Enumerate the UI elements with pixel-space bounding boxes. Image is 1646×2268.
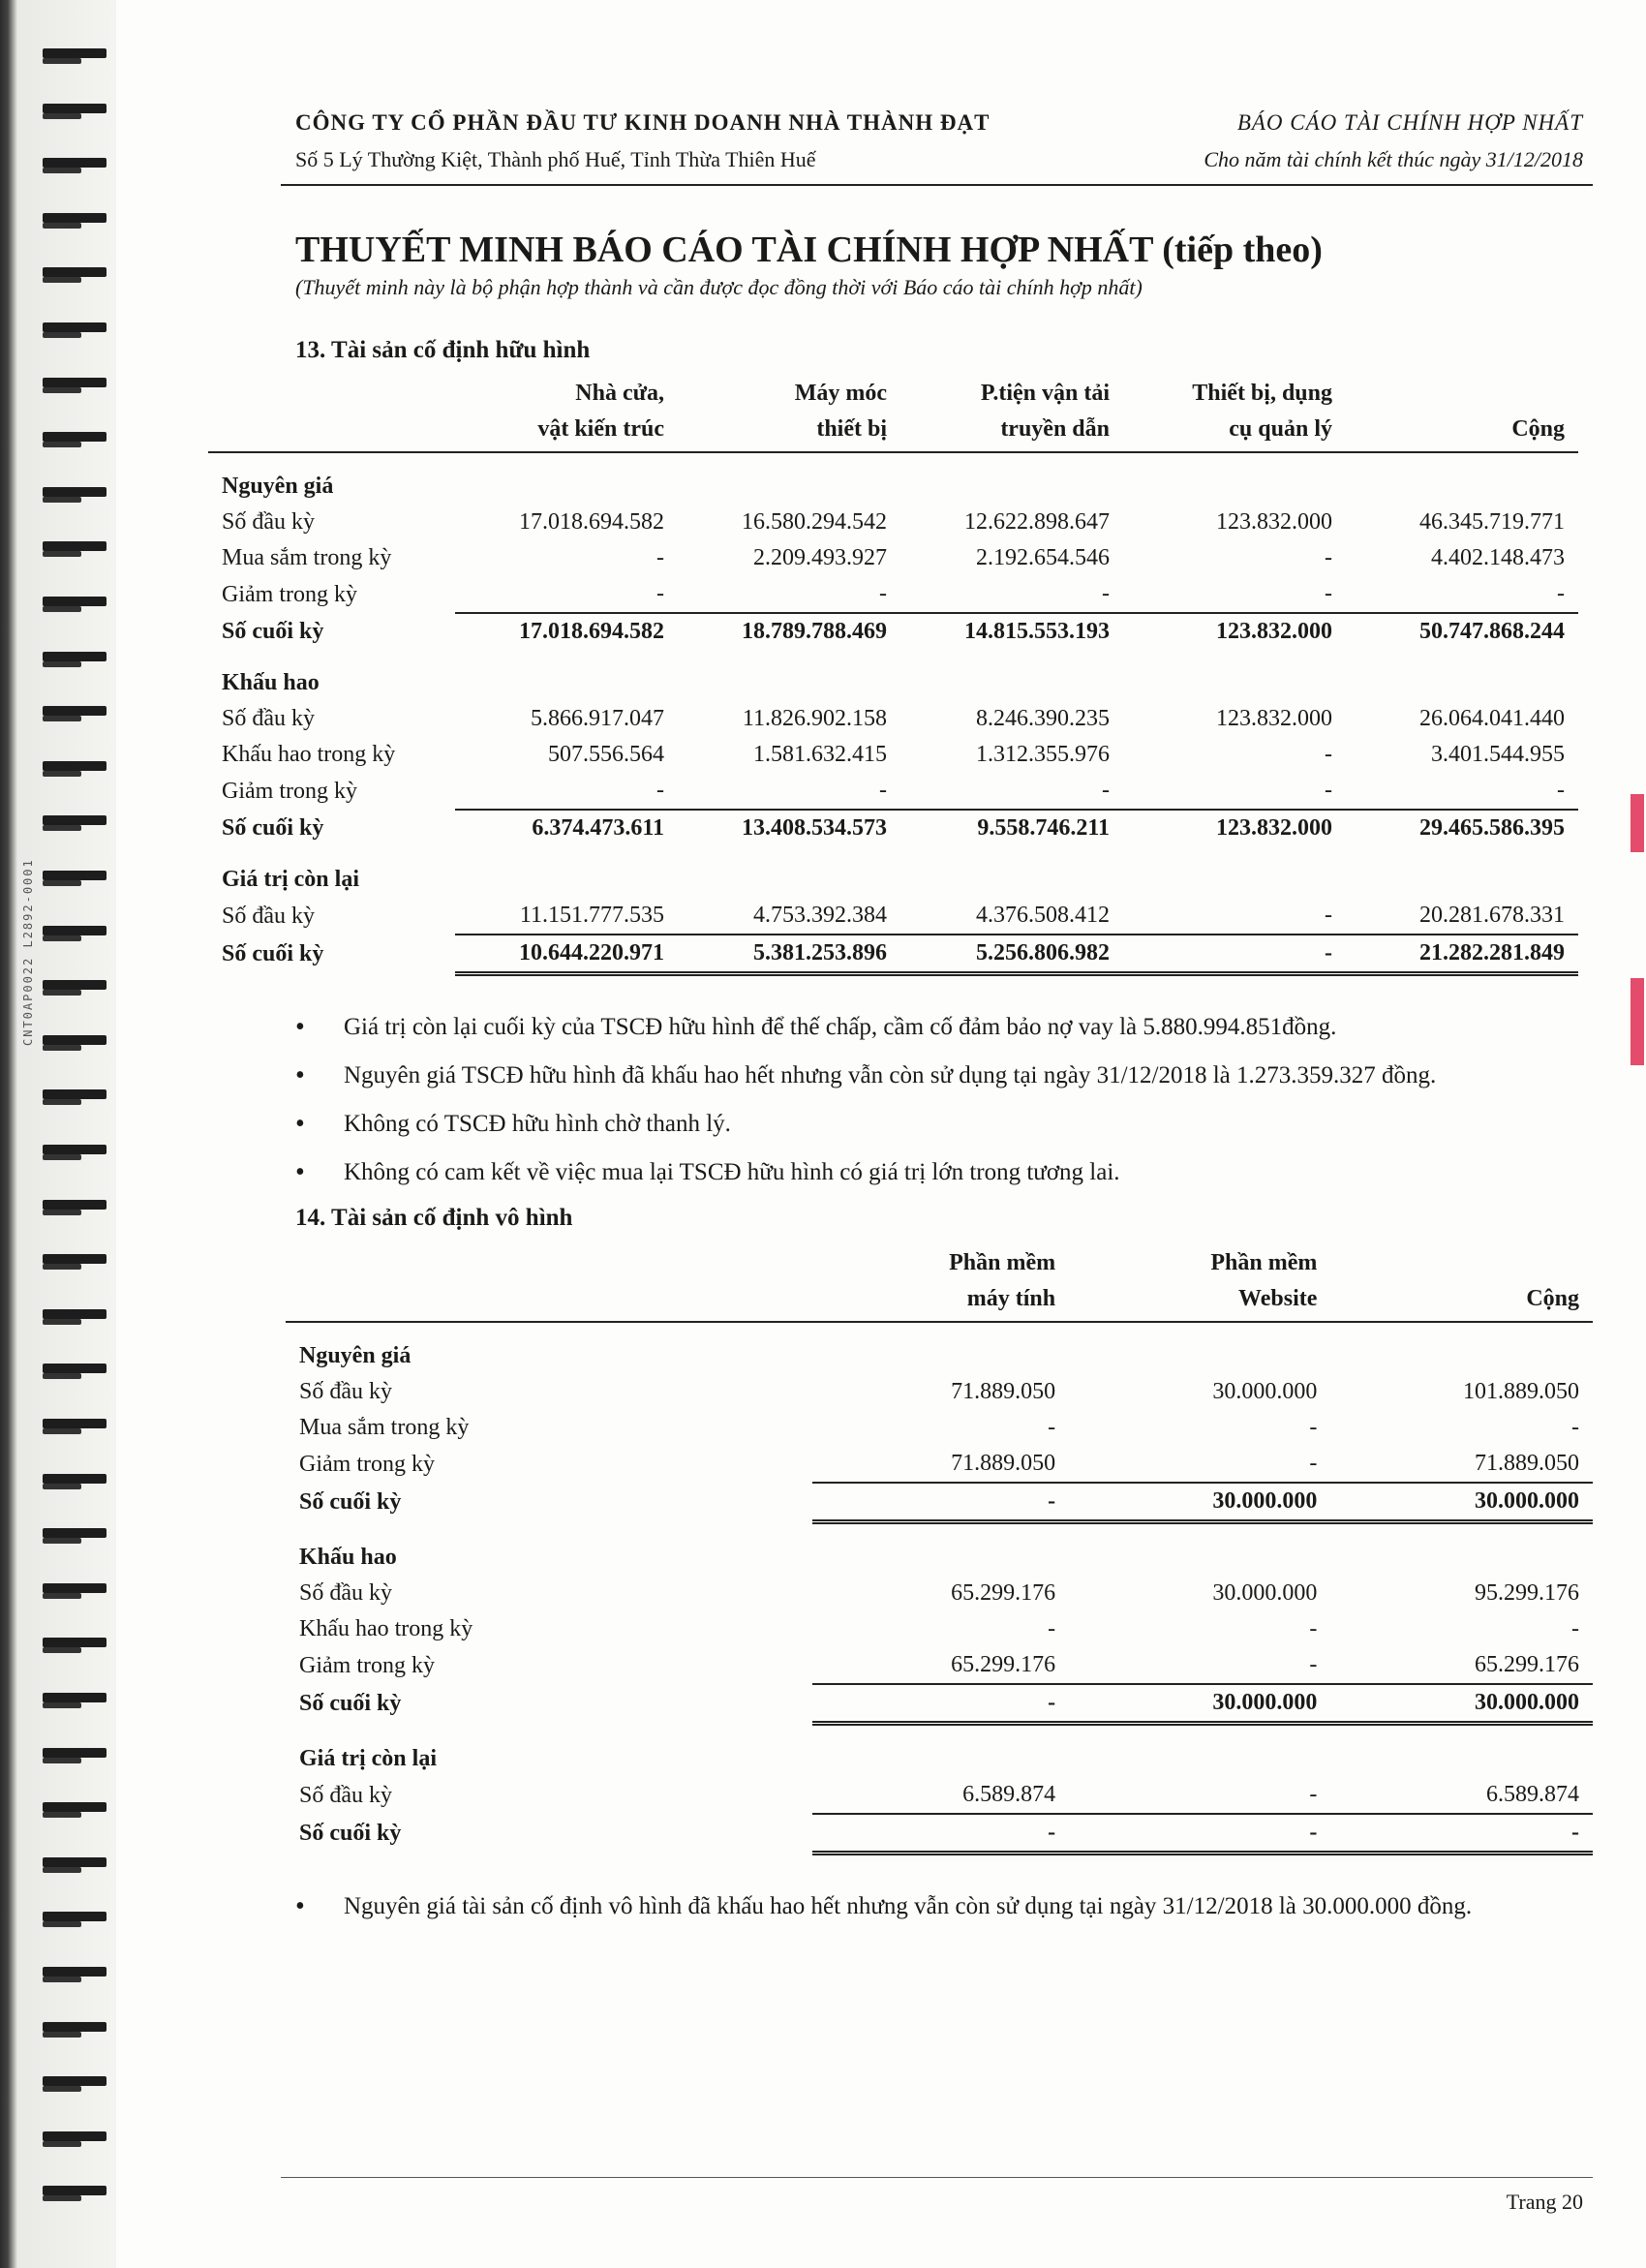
cell-value: - xyxy=(1309,1652,1318,1677)
cell-value: - xyxy=(1069,1814,1330,1854)
section-13-heading: 13. Tài sản cố định hữu hình xyxy=(295,337,591,363)
cell-value: 50.747.868.244 xyxy=(1346,613,1578,650)
binding-ring xyxy=(43,706,107,716)
cell-value: 5.256.806.982 xyxy=(900,935,1123,974)
table-row xyxy=(286,1647,1593,1684)
cell-value: 71.889.050 xyxy=(951,1379,1056,1404)
col-header: P.tiện vận tải xyxy=(980,381,1110,406)
cell-value: 30.000.000 xyxy=(1212,1379,1318,1404)
cell-value: 1.581.632.415 xyxy=(753,742,887,767)
binding-ring xyxy=(43,597,107,606)
binding-ring xyxy=(43,2076,107,2086)
row-label: Số cuối kỳ xyxy=(299,1488,402,1515)
cell-value: - xyxy=(812,1814,1069,1854)
cell-value: - xyxy=(1571,1415,1579,1440)
cell-value: 71.889.050 xyxy=(1475,1451,1579,1476)
cell-value: 65.299.176 xyxy=(951,1652,1056,1677)
page-subtitle: (Thuyết minh này là bộ phận hợp thành và cần được đọc đồng thời với Báo cáo tài chính hợp nhất) xyxy=(295,275,1143,299)
col-header: Máy móc xyxy=(794,381,887,406)
col-header: Phần mềm xyxy=(949,1250,1056,1275)
col-header: Website xyxy=(1069,1281,1330,1322)
page-title: THUYẾT MINH BÁO CÁO TÀI CHÍNH HỢP NHẤT (tiếp theo) xyxy=(295,230,1323,270)
cell-value: 6.589.874 xyxy=(1486,1782,1579,1807)
col-header xyxy=(1330,1245,1593,1281)
cell-value: - xyxy=(1309,1415,1318,1440)
cell-value: 3.401.544.955 xyxy=(1431,742,1565,767)
note-item: • Giá trị còn lại cuối kỳ của TSCĐ hữu hình để thế chấp, cầm cố đảm bảo nợ vay là 5.880.994.851đồng. xyxy=(295,1011,1593,1044)
cell-value: 17.018.694.582 xyxy=(519,509,664,535)
intangible-assets-body xyxy=(286,1322,1593,1854)
table-row xyxy=(286,1410,1593,1446)
note-item: • Không có cam kết về việc mua lại TSCĐ hữu hình có giá trị lớn trong tương lai. xyxy=(295,1156,1593,1189)
binding-ring xyxy=(43,267,107,277)
binding-ring xyxy=(43,652,107,661)
cell-value: 4.376.508.412 xyxy=(976,903,1110,928)
cell-value: 21.282.281.849 xyxy=(1346,935,1578,974)
cell-value: 4.753.392.384 xyxy=(753,903,887,928)
binding-ring xyxy=(43,213,107,223)
cell-value: 20.281.678.331 xyxy=(1419,903,1565,928)
cell-value: 9.558.746.211 xyxy=(900,810,1123,846)
binding-ring xyxy=(43,1528,107,1538)
binding-ring xyxy=(43,104,107,113)
note-item: • Nguyên giá tài sản cố định vô hình đã khấu hao hết nhưng vẫn còn sử dụng tại ngày 31/12/2018 là 30.000.000 đồng. xyxy=(295,1890,1593,1923)
cell-value: 2.209.493.927 xyxy=(753,545,887,570)
cell-value: 95.299.176 xyxy=(1475,1580,1579,1606)
binding-ring xyxy=(43,2186,107,2195)
section-14-notes xyxy=(281,1890,1593,1923)
group-title: Nguyên giá xyxy=(222,474,334,499)
row-label: Số đầu kỳ xyxy=(299,1580,392,1606)
group-title-row xyxy=(286,1522,1593,1577)
col-header: Phần mềm xyxy=(1210,1250,1318,1275)
cell-value: 30.000.000 xyxy=(1330,1483,1593,1522)
cell-value: 11.826.902.158 xyxy=(742,706,887,731)
cell-value: 6.374.473.611 xyxy=(455,810,678,846)
cell-value: 30.000.000 xyxy=(1212,1580,1318,1606)
row-label: Số đầu kỳ xyxy=(299,1782,392,1808)
cell-value: 11.151.777.535 xyxy=(519,903,664,928)
cell-value: 1.312.355.976 xyxy=(976,742,1110,767)
cell-value: - xyxy=(1123,935,1346,974)
table-row xyxy=(286,1684,1593,1724)
group-title: Khấu hao xyxy=(299,1545,397,1570)
cell-value: 5.866.917.047 xyxy=(531,706,664,731)
binding-ring xyxy=(43,2022,107,2032)
report-period: Cho năm tài chính kết thúc ngày 31/12/2018 xyxy=(1204,147,1583,171)
col-header: truyền dẫn xyxy=(900,412,1123,452)
group-title: Nguyên giá xyxy=(299,1343,412,1368)
header-spacer xyxy=(286,1281,812,1322)
table-row xyxy=(286,1777,1593,1814)
cell-value: 30.000.000 xyxy=(1330,1684,1593,1724)
row-label: Số cuối kỳ xyxy=(299,1820,402,1846)
cell-value: - xyxy=(1309,1616,1318,1641)
table-row xyxy=(286,1483,1593,1522)
cell-value: - xyxy=(1309,1451,1318,1476)
col-header: Thiết bị, dụng xyxy=(1192,381,1332,406)
row-label: Giảm trong kỳ xyxy=(222,778,357,804)
cell-value: - xyxy=(1557,581,1565,606)
group-title-row xyxy=(208,650,1578,701)
page-footer xyxy=(281,2177,1593,2214)
binding-ring xyxy=(43,815,107,825)
header-spacer xyxy=(208,412,455,452)
group-title: Khấu hao xyxy=(222,670,320,695)
binding-ring xyxy=(43,761,107,771)
note-item: • Nguyên giá TSCĐ hữu hình đã khấu hao hết nhưng vẫn còn sử dụng tại ngày 31/12/2018 là 1.273.359.327 đồng. xyxy=(295,1059,1593,1092)
cell-value: 123.832.000 xyxy=(1216,706,1332,731)
table-row xyxy=(286,1446,1593,1483)
cell-value: - xyxy=(1325,742,1332,767)
cell-value: - xyxy=(812,1483,1069,1522)
cell-value: - xyxy=(1048,1415,1056,1440)
binding-ring xyxy=(43,1693,107,1702)
group-title-row xyxy=(208,452,1578,505)
cell-value: 101.889.050 xyxy=(1463,1379,1579,1404)
cell-value: 65.299.176 xyxy=(1475,1652,1579,1677)
binding-ring xyxy=(43,1748,107,1758)
group-title-row xyxy=(286,1724,1593,1778)
binding-ring xyxy=(43,1145,107,1154)
cell-value: - xyxy=(1048,1616,1056,1641)
report-name: BÁO CÁO TÀI CHÍNH HỢP NHẤT xyxy=(1236,110,1583,135)
col-header: vật kiến trúc xyxy=(455,412,678,452)
cell-value: - xyxy=(1325,545,1332,570)
binding-ring xyxy=(43,158,107,168)
binding-ring xyxy=(43,48,107,58)
row-label: Khấu hao trong kỳ xyxy=(222,742,396,767)
binding-ring xyxy=(43,1638,107,1647)
binding-ring xyxy=(43,926,107,935)
red-margin-mark xyxy=(1631,978,1644,1065)
tangible-assets-body xyxy=(208,452,1578,974)
row-label: Số đầu kỳ xyxy=(222,903,315,929)
binding-ring xyxy=(43,541,107,551)
cell-value: - xyxy=(1325,903,1332,928)
cell-value: 65.299.176 xyxy=(951,1580,1056,1606)
table-row xyxy=(286,1814,1593,1854)
cell-value: 14.815.553.193 xyxy=(900,613,1123,650)
binding-ring xyxy=(43,1364,107,1373)
col-header: máy tính xyxy=(812,1281,1069,1322)
section-14-heading: 14. Tài sản cố định vô hình xyxy=(295,1205,573,1231)
cell-value: 29.465.586.395 xyxy=(1346,810,1578,846)
row-label: Số đầu kỳ xyxy=(222,706,315,731)
binding-ring xyxy=(43,432,107,442)
binding-ring xyxy=(43,1967,107,1977)
cell-value: - xyxy=(1102,581,1110,606)
cell-value: - xyxy=(879,581,887,606)
row-label: Số cuối kỳ xyxy=(222,814,324,841)
cell-value: - xyxy=(812,1684,1069,1724)
cell-value: 30.000.000 xyxy=(1069,1483,1330,1522)
cell-value: - xyxy=(1309,1782,1318,1807)
row-label: Số cuối kỳ xyxy=(222,618,324,644)
table-row xyxy=(208,505,1578,540)
binding-ring xyxy=(43,1309,107,1319)
table-row xyxy=(208,576,1578,613)
row-label: Số cuối kỳ xyxy=(222,940,324,966)
cell-value: 123.832.000 xyxy=(1216,509,1332,535)
cell-value: 123.832.000 xyxy=(1123,810,1346,846)
binding-ring xyxy=(43,2131,107,2141)
red-margin-mark xyxy=(1631,794,1644,852)
binding-ring xyxy=(43,487,107,497)
side-stamp: CNT0AP0022 L2892-0001 xyxy=(21,858,35,1046)
binding-ring xyxy=(43,980,107,990)
table-row xyxy=(208,701,1578,737)
cell-value: 16.580.294.542 xyxy=(742,509,887,535)
cell-value: 30.000.000 xyxy=(1069,1684,1330,1724)
row-label: Số cuối kỳ xyxy=(299,1690,402,1716)
cell-value: - xyxy=(656,545,664,570)
document-page xyxy=(222,107,1593,1939)
cell-value: 5.381.253.896 xyxy=(678,935,900,974)
cell-value: - xyxy=(1557,778,1565,803)
col-header: Cộng xyxy=(1330,1281,1593,1322)
table-row xyxy=(286,1611,1593,1647)
binding-ring xyxy=(43,1802,107,1812)
row-label: Giảm trong kỳ xyxy=(222,581,357,607)
binding-ring xyxy=(43,1474,107,1484)
col-header: thiết bị xyxy=(678,412,900,452)
cell-value: 12.622.898.647 xyxy=(964,509,1110,535)
binding-ring xyxy=(43,378,107,387)
binding-ring xyxy=(43,1200,107,1210)
cell-value: - xyxy=(1571,1616,1579,1641)
table-row xyxy=(208,898,1578,935)
cell-value: 8.246.390.235 xyxy=(976,706,1110,731)
intangible-assets-table xyxy=(286,1245,1593,1855)
cell-value: 46.345.719.771 xyxy=(1419,509,1565,535)
table-row xyxy=(208,935,1578,974)
binding-ring xyxy=(43,1089,107,1099)
binding-ring xyxy=(43,322,107,332)
cell-value: - xyxy=(1330,1814,1593,1854)
page-number: Trang 20 xyxy=(1506,2190,1583,2214)
header-spacer xyxy=(286,1245,812,1281)
binding-ring xyxy=(43,1912,107,1921)
cell-value: 6.589.874 xyxy=(962,1782,1056,1807)
cell-value: 26.064.041.440 xyxy=(1419,706,1565,731)
cell-value: 123.832.000 xyxy=(1123,613,1346,650)
cell-value: 71.889.050 xyxy=(951,1451,1056,1476)
group-title-row xyxy=(208,846,1578,898)
table-row xyxy=(208,810,1578,846)
cell-value: 4.402.148.473 xyxy=(1431,545,1565,570)
cell-value: - xyxy=(879,778,887,803)
binding-ring xyxy=(43,1583,107,1593)
cell-value: - xyxy=(656,581,664,606)
spiral-binding xyxy=(0,0,116,2268)
header-spacer xyxy=(208,376,455,412)
table-row xyxy=(208,613,1578,650)
binding-ring xyxy=(43,1419,107,1428)
cell-value: 507.556.564 xyxy=(548,742,664,767)
col-header: cụ quản lý xyxy=(1123,412,1346,452)
row-label: Mua sắm trong kỳ xyxy=(299,1415,470,1440)
section-13-notes xyxy=(281,1011,1593,1189)
cell-value: - xyxy=(1325,581,1332,606)
table-row xyxy=(286,1374,1593,1410)
table-row xyxy=(208,773,1578,810)
binding-ring xyxy=(43,1035,107,1045)
row-label: Mua sắm trong kỳ xyxy=(222,545,392,570)
row-label: Số đầu kỳ xyxy=(299,1379,392,1404)
table-row xyxy=(208,737,1578,773)
cell-value: - xyxy=(656,778,664,803)
binding-ring xyxy=(43,1254,107,1264)
col-header xyxy=(1346,376,1578,412)
cell-value: 10.644.220.971 xyxy=(455,935,678,974)
cell-value: 17.018.694.582 xyxy=(455,613,678,650)
page-header xyxy=(281,107,1593,186)
cell-value: 18.789.788.469 xyxy=(678,613,900,650)
group-title: Giá trị còn lại xyxy=(299,1746,437,1771)
cell-value: 2.192.654.546 xyxy=(976,545,1110,570)
company-name: CÔNG TY CỔ PHẦN ĐẦU TƯ KINH DOANH NHÀ THÀNH ĐẠT xyxy=(295,110,991,135)
table-row xyxy=(286,1576,1593,1611)
cell-value: 13.408.534.573 xyxy=(678,810,900,846)
col-header: Cộng xyxy=(1346,412,1578,452)
group-title-row xyxy=(286,1322,1593,1374)
cell-value: - xyxy=(1325,778,1332,803)
binding-ring xyxy=(43,1857,107,1867)
row-label: Giảm trong kỳ xyxy=(299,1652,435,1678)
tangible-assets-table xyxy=(208,376,1578,976)
row-label: Giảm trong kỳ xyxy=(299,1451,435,1477)
company-address: Số 5 Lý Thường Kiệt, Thành phố Huế, Tỉnh Thừa Thiên Huế xyxy=(295,147,816,171)
row-label: Khấu hao trong kỳ xyxy=(299,1616,473,1641)
table-row xyxy=(208,540,1578,576)
group-title: Giá trị còn lại xyxy=(222,867,359,892)
binding-ring xyxy=(43,871,107,880)
row-label: Số đầu kỳ xyxy=(222,509,315,535)
cell-value: - xyxy=(1102,778,1110,803)
col-header: Nhà cửa, xyxy=(575,381,664,406)
note-item: • Không có TSCĐ hữu hình chờ thanh lý. xyxy=(295,1108,1593,1141)
